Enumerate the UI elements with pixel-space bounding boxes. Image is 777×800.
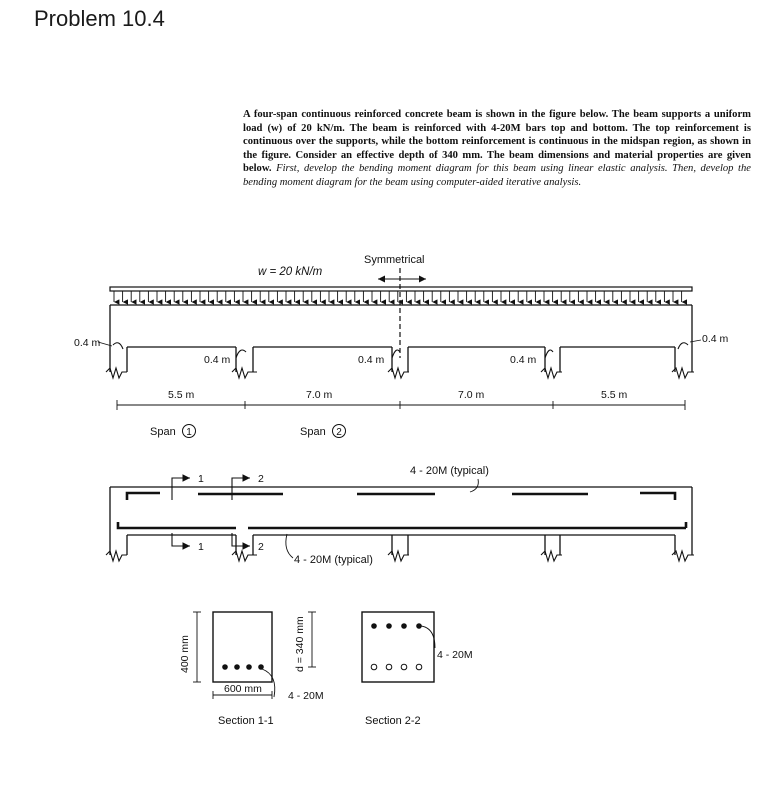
section-cut-2	[232, 478, 250, 546]
section-1-bars-label: 4 - 20M	[288, 690, 324, 702]
span-length-3: 7.0 m	[458, 389, 485, 401]
span-length-2: 7.0 m	[306, 389, 333, 401]
elevation-view	[74, 254, 729, 438]
section-2-title: Section 2-2	[365, 715, 421, 727]
section-1-depth: d = 340 mm	[294, 616, 306, 672]
col-width-int-2: 0.4 m	[358, 354, 385, 366]
section-2-bars-label: 4 - 20M	[437, 649, 473, 661]
span-length-1: 5.5 m	[168, 389, 195, 401]
cut-1-top: 1	[198, 473, 204, 485]
problem-title: Problem 10.4	[34, 6, 165, 31]
section-2-outline	[362, 612, 434, 682]
section-1-outline	[213, 612, 272, 682]
span-1-label: Span	[150, 426, 176, 438]
beam-elevation	[110, 305, 692, 372]
description-main: A four-span continuous reinforced concrete beam is shown in the figure below. The beam supports a uniform load (w) of 20 kN/m. The beam is reinforced with 4-20M bars top and bottom. The top reinforcement is continuous over the supports, while the bottom reinforcement is continuous in the midspan region, as shown in the figure. Consider an effective depth of 340 mm. The beam dimensions and material properties are given below.	[243, 109, 751, 175]
section-2-bottom-bars	[371, 664, 422, 670]
col-width-int-3: 0.4 m	[510, 354, 537, 366]
bottom-bars	[118, 522, 686, 528]
section-1-height: 400 mm	[179, 635, 191, 673]
cut-2-bottom: 2	[258, 541, 264, 553]
cut-2-top: 2	[258, 473, 264, 485]
col-width-end-left: 0.4 m	[74, 337, 101, 349]
load-arrows	[114, 291, 682, 302]
section-1-title: Section 1-1	[218, 715, 274, 727]
section-2-2	[362, 612, 473, 727]
cut-1-bottom: 1	[198, 541, 204, 553]
col-width-end-right: 0.4 m	[702, 333, 729, 345]
load-bar	[110, 287, 692, 291]
column-break-marks	[106, 368, 694, 378]
top-bars	[127, 493, 675, 500]
bottom-bar-label: 4 - 20M (typical)	[294, 554, 373, 566]
description-task: First, develop the bending moment diagram for this beam using linear elastic analysis. Then, develop the bending moment diagram for the beam using computer-aided iterative analysis.	[243, 163, 751, 188]
span-2-number: 2	[336, 427, 342, 438]
section-1-width: 600 mm	[224, 683, 262, 695]
span-1-number: 1	[186, 427, 192, 438]
section-2-top-bars	[371, 623, 422, 629]
span-length-4: 5.5 m	[601, 389, 628, 401]
section-1-bars	[222, 664, 264, 670]
span-2-label: Span	[300, 426, 326, 438]
load-label: w = 20 kN/m	[258, 266, 323, 278]
col-width-int-1: 0.4 m	[204, 354, 231, 366]
reinforcement-detail	[106, 465, 694, 566]
symmetry-label: Symmetrical	[364, 254, 425, 266]
section-cut-1	[172, 478, 190, 546]
span-dimension-line	[117, 400, 685, 410]
top-bar-label: 4 - 20M (typical)	[410, 465, 489, 477]
section-1-1	[179, 612, 324, 727]
